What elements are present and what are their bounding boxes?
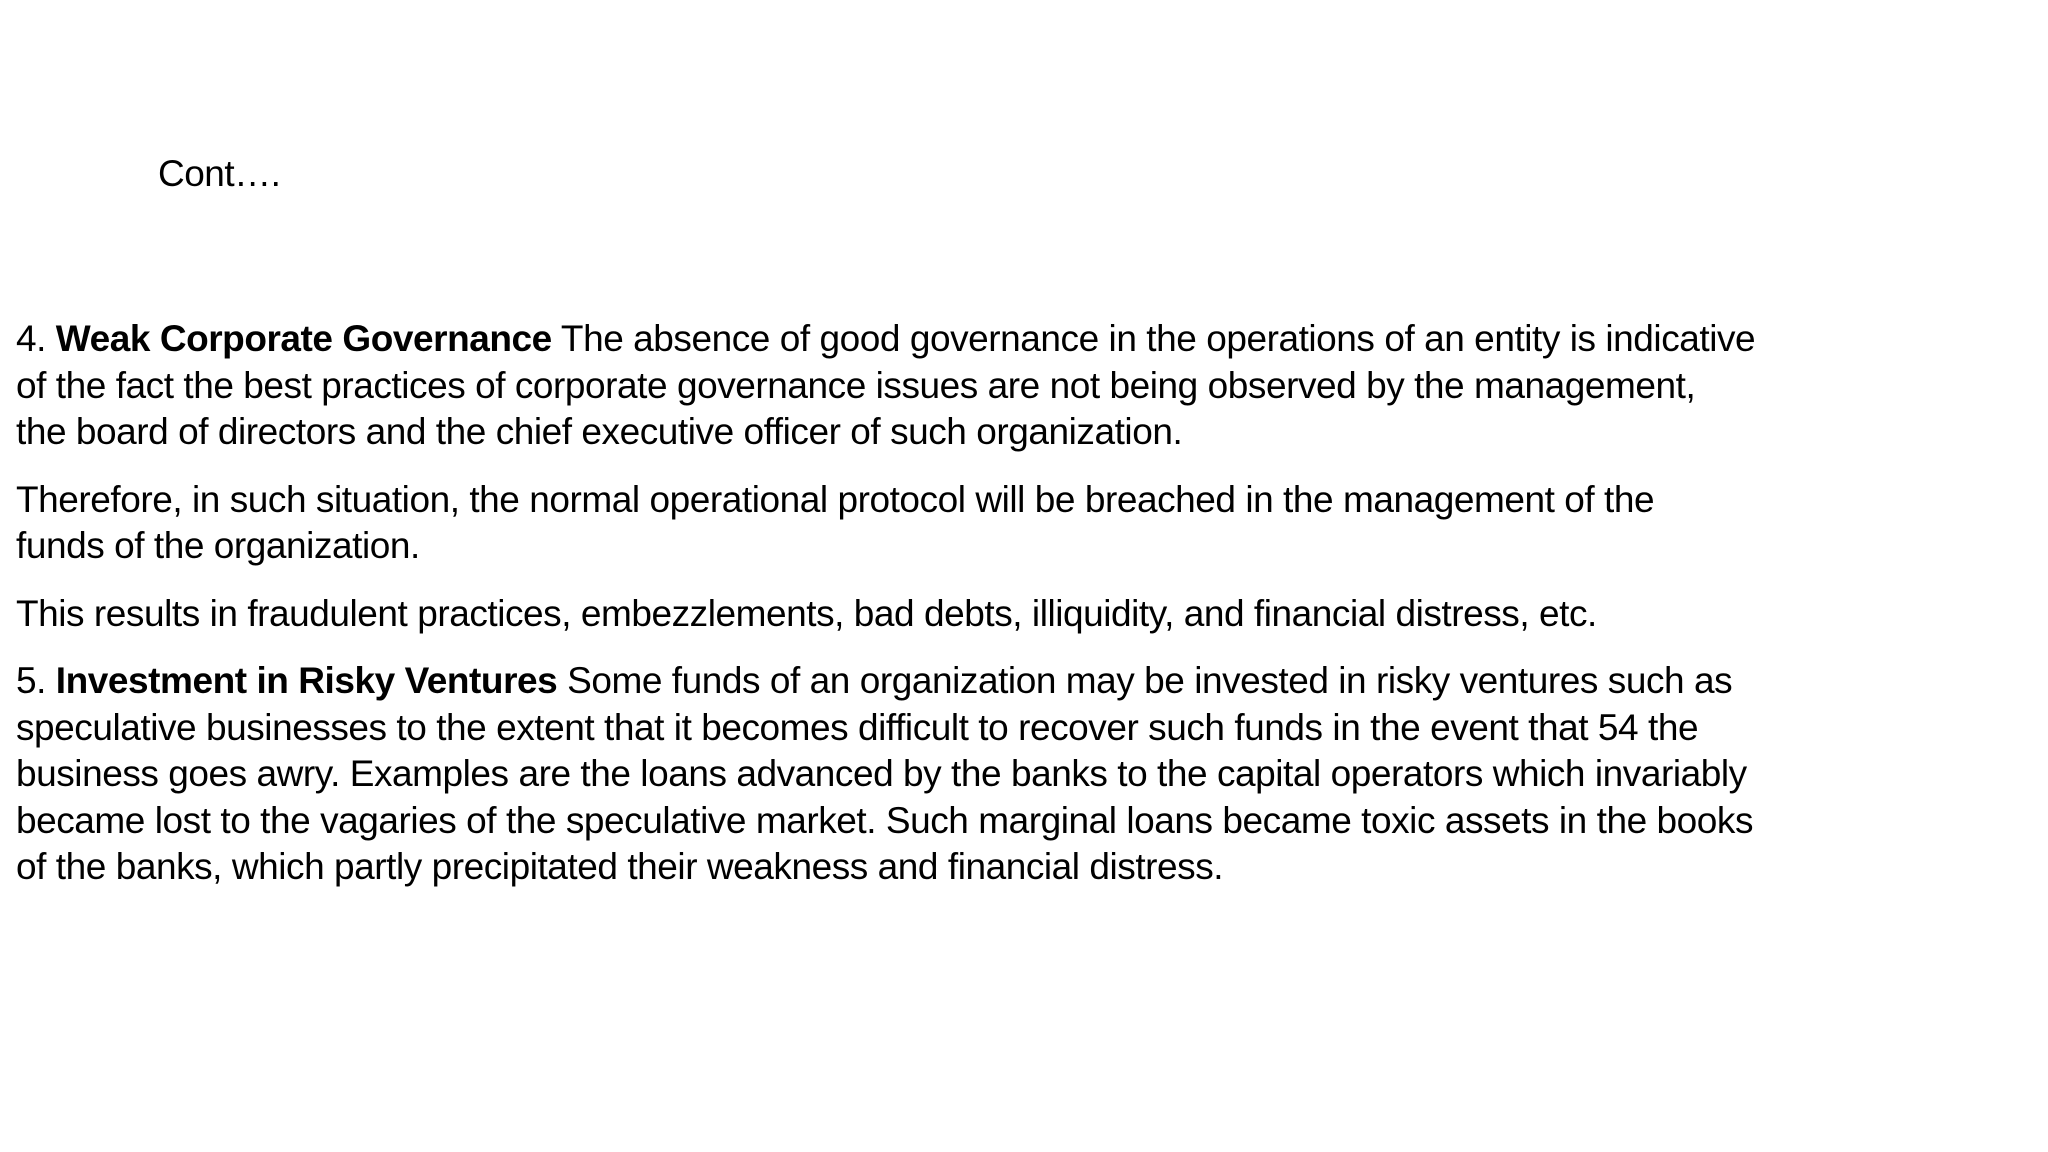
paragraph-line: of the fact the best practices of corporate governance issues are not being observed by the management, <box>16 364 1696 406</box>
slide-title: Cont…. <box>158 153 281 194</box>
paragraph-line: became lost to the vagaries of the speculative market. Such marginal loans became toxic assets in the books <box>16 799 1754 841</box>
paragraph-line <box>16 316 1936 363</box>
item-number: 4. <box>16 318 56 359</box>
paragraph-weak-corporate-governance <box>16 316 1936 456</box>
item-heading: Weak Corporate Governance <box>55 318 552 359</box>
paragraph-line: speculative businesses to the extent that it becomes difficult to recover such funds in the event that 54 the <box>16 706 1699 748</box>
paragraph-line: Therefore, in such situation, the normal operational protocol will be breached in the management of the <box>16 478 1655 520</box>
paragraph-line <box>16 658 1936 705</box>
item-number: 5. <box>16 660 56 701</box>
paragraph-line: the board of directors and the chief executive officer of such organization. <box>16 411 1183 452</box>
item-heading: Investment in Risky Ventures <box>55 660 558 701</box>
slide-body <box>16 316 1936 912</box>
paragraph-line: funds of the organization. <box>16 525 420 566</box>
paragraph-line: of the banks, which partly precipitated their weakness and financial distress. <box>16 846 1224 887</box>
paragraph-line: business goes awry. Examples are the loans advanced by the banks to the capital operators which invariably <box>16 753 1747 794</box>
paragraph-line: This results in fraudulent practices, embezzlements, bad debts, illiquidity, and financial distress, etc. <box>16 592 1597 634</box>
paragraph-results <box>16 591 1936 638</box>
line-text: The absence of good governance in the operations of an entity is indicative <box>551 318 1756 359</box>
line-text: Some funds of an organization may be invested in risky ventures such as <box>557 660 1733 701</box>
paragraph-investment-in-risky-ventures <box>16 658 1936 891</box>
paragraph-therefore <box>16 477 1936 570</box>
